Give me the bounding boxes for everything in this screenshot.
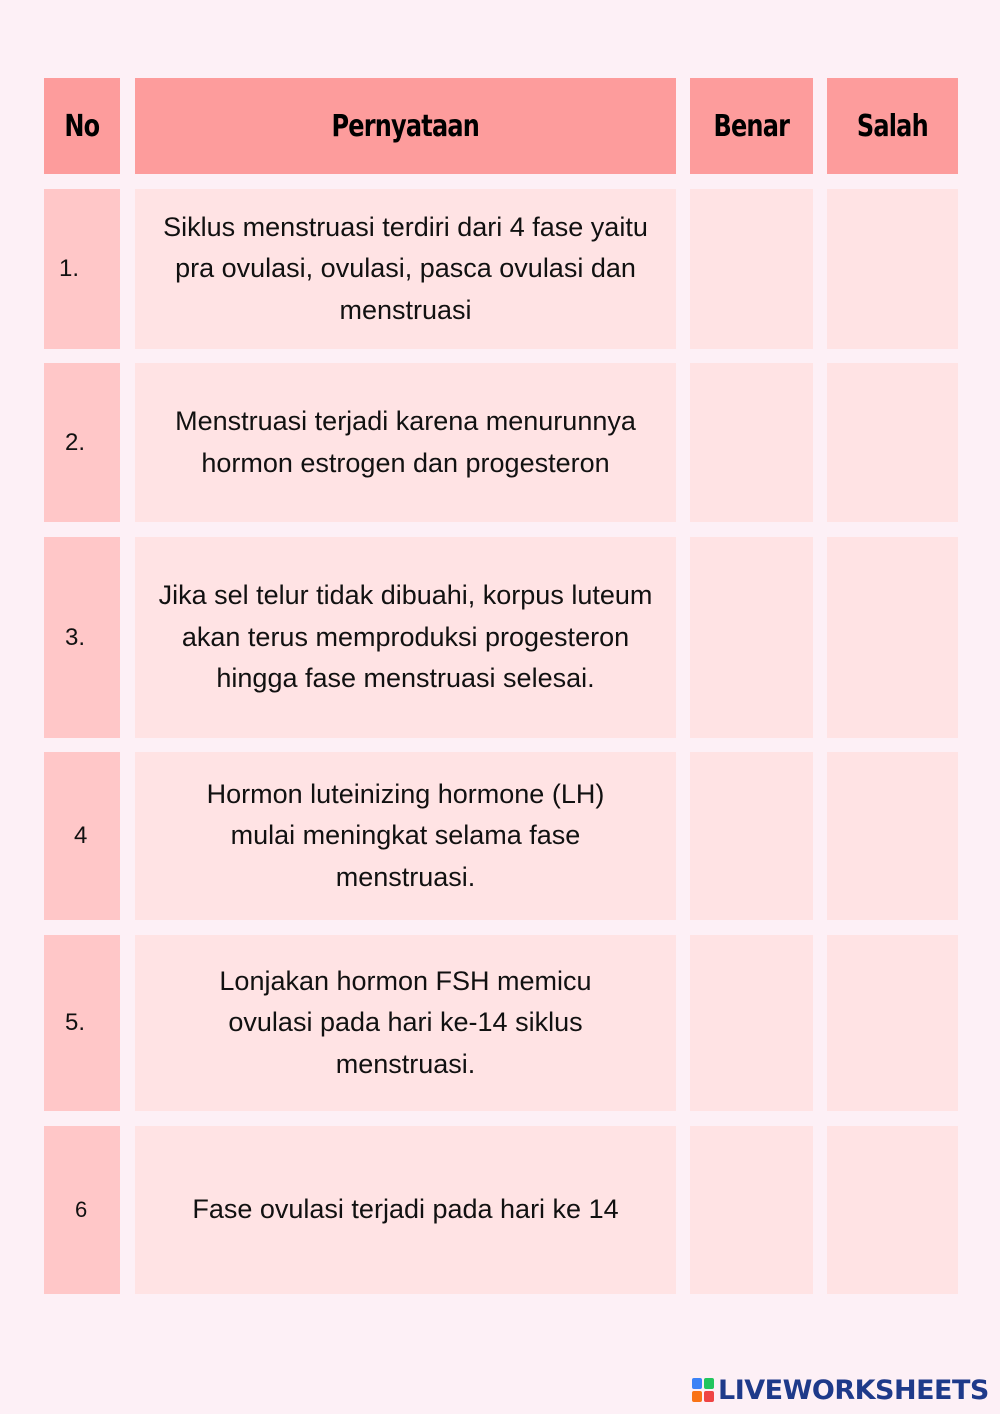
header-no-label: No — [64, 108, 100, 144]
row-2-statement: Menstruasi terjadi karena menurunnya hormon estrogen dan progesteron — [135, 363, 676, 522]
row-4-number: 4 — [44, 752, 120, 920]
row-3-number: 3. — [44, 537, 120, 738]
row-2-false-answer[interactable] — [827, 363, 958, 522]
header-false-label: Salah — [857, 108, 928, 144]
row-2-number: 2. — [44, 363, 120, 522]
row-3-true-answer[interactable] — [690, 537, 813, 738]
row-5-number: 5. — [44, 935, 120, 1111]
row-4-true-answer[interactable] — [690, 752, 813, 920]
header-statement — [135, 78, 676, 174]
header-true — [690, 78, 813, 174]
header-no — [44, 78, 120, 174]
row-6-number: 6 — [44, 1126, 120, 1294]
row-3-statement: Jika sel telur tidak dibuahi, korpus luteum akan terus memproduksi progesteron hingga fase menstruasi selesai. — [135, 537, 676, 738]
header-true-label: Benar — [713, 108, 790, 144]
liveworksheets-brand: LIVEWORKSHEETS — [718, 1374, 989, 1406]
row-1-number: 1. — [44, 189, 120, 349]
row-1-true-answer[interactable] — [690, 189, 813, 349]
row-4-statement: Hormon luteinizing hormone (LH) mulai meningkat selama fase menstruasi. — [135, 752, 676, 920]
row-2-true-answer[interactable] — [690, 363, 813, 522]
liveworksheets-logo — [692, 1374, 989, 1406]
row-1-false-answer[interactable] — [827, 189, 958, 349]
row-1-statement: Siklus menstruasi terdiri dari 4 fase yaitu pra ovulasi, ovulasi, pasca ovulasi dan menstruasi — [135, 189, 676, 349]
header-false — [827, 78, 958, 174]
liveworksheets-mark-icon — [692, 1378, 714, 1402]
header-statement-label: Pernyataan — [331, 108, 480, 144]
row-5-true-answer[interactable] — [690, 935, 813, 1111]
row-4-false-answer[interactable] — [827, 752, 958, 920]
row-5-false-answer[interactable] — [827, 935, 958, 1111]
row-5-statement: Lonjakan hormon FSH memicu ovulasi pada hari ke-14 siklus menstruasi. — [135, 935, 676, 1111]
row-6-statement: Fase ovulasi terjadi pada hari ke 14 — [135, 1126, 676, 1294]
row-6-false-answer[interactable] — [827, 1126, 958, 1294]
row-3-false-answer[interactable] — [827, 537, 958, 738]
row-6-true-answer[interactable] — [690, 1126, 813, 1294]
